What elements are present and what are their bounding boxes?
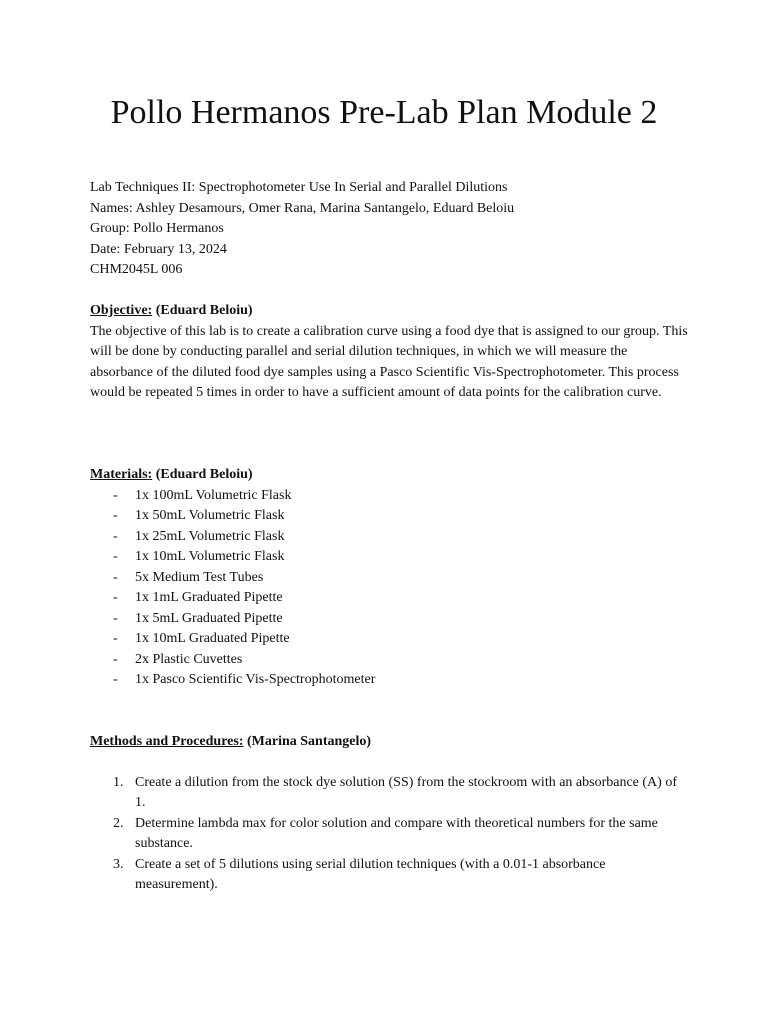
list-item-text: 1x 25mL Volumetric Flask [135,528,285,544]
list-item-text: 1x Pasco Scientific Vis-Spectrophotometer [135,672,376,687]
objective-heading-label: Objective: [90,303,153,318]
step-text: Determine lambda max for color solution and compare with theoretical numbers for the same substance. [135,815,658,851]
list-bullet: - [113,487,118,503]
step-number: 2. [113,815,124,831]
lab-title: Lab Techniques II: Spectrophotometer Use In Serial and Parallel Dilutions [90,180,508,195]
list-bullet: - [113,590,118,605]
list-bullet: - [113,610,118,626]
objective-section [90,301,690,404]
list-bullet: - [113,528,118,544]
list-item [90,855,690,896]
group-name: Group: Pollo Hermanos [90,221,224,236]
materials-heading [90,465,690,486]
list-item [90,814,690,855]
list-item-text: 2x Plastic Cuvettes [135,651,243,667]
methods-author: (Marina Santangelo) [243,734,372,749]
step-number: 3. [113,856,124,872]
list-bullet: - [113,651,118,667]
list-item-text: 1x 5mL Graduated Pipette [135,610,283,626]
list-item [90,670,690,691]
list-item-text: 1x 1mL Graduated Pipette [135,590,283,605]
step-text: Create a dilution from the stock dye solution (SS) from the stockroom with an absorbance (A) of 1. [135,774,677,810]
course-code: CHM2045L 006 [90,262,183,277]
list-item-text: 1x 10mL Graduated Pipette [135,631,290,646]
list-item [90,506,690,527]
list-item [90,486,690,507]
list-item-text: 1x 10mL Volumetric Flask [135,549,285,564]
list-item [90,588,690,609]
methods-heading-label: Methods and Procedures: [90,734,244,749]
list-item-text: 1x 100mL Volumetric Flask [135,487,292,503]
list-bullet: - [113,569,118,585]
list-bullet: - [113,549,118,564]
lab-date: Date: February 13, 2024 [90,241,227,257]
header-info [90,178,690,281]
list-item-text: 1x 50mL Volumetric Flask [135,508,285,523]
objective-heading [90,301,690,322]
list-item [90,773,690,814]
list-item [90,629,690,650]
objective-author: (Eduard Beloiu) [152,303,253,318]
list-item-text: 5x Medium Test Tubes [135,569,264,585]
methods-section [90,732,690,896]
materials-section [90,465,690,691]
group-names: Names: Ashley Desamours, Omer Rana, Marina Santangelo, Eduard Beloiu [90,200,515,216]
document-title: Pollo Hermanos Pre-Lab Plan Module 2 [110,94,658,131]
materials-author: (Eduard Beloiu) [152,467,253,482]
methods-heading [90,732,690,753]
step-text: Create a set of 5 dilutions using serial dilution techniques (with a 0.01-1 absorbance measurement). [135,856,606,892]
objective-text: The objective of this lab is to create a calibration curve using a food dye that is assigned to our group. This will be done by conducting parallel and serial dilution techniques, in which we will measure the absorbance of the diluted food dye samples using a Pasco Scientific Vis-Spectrophotometer. This process would be repeated 5 times in order to have a sufficient amount of data points for the calibration curve. [90,323,688,400]
list-bullet: - [113,508,118,523]
list-bullet: - [113,672,118,687]
list-bullet: - [113,631,118,646]
list-item [90,568,690,589]
methods-steps [90,773,690,896]
list-item [90,609,690,630]
materials-list [90,486,690,691]
step-number: 1. [113,774,124,790]
list-item [90,527,690,548]
materials-heading-label: Materials: [90,467,153,482]
list-item [90,650,690,671]
list-item [90,547,690,568]
